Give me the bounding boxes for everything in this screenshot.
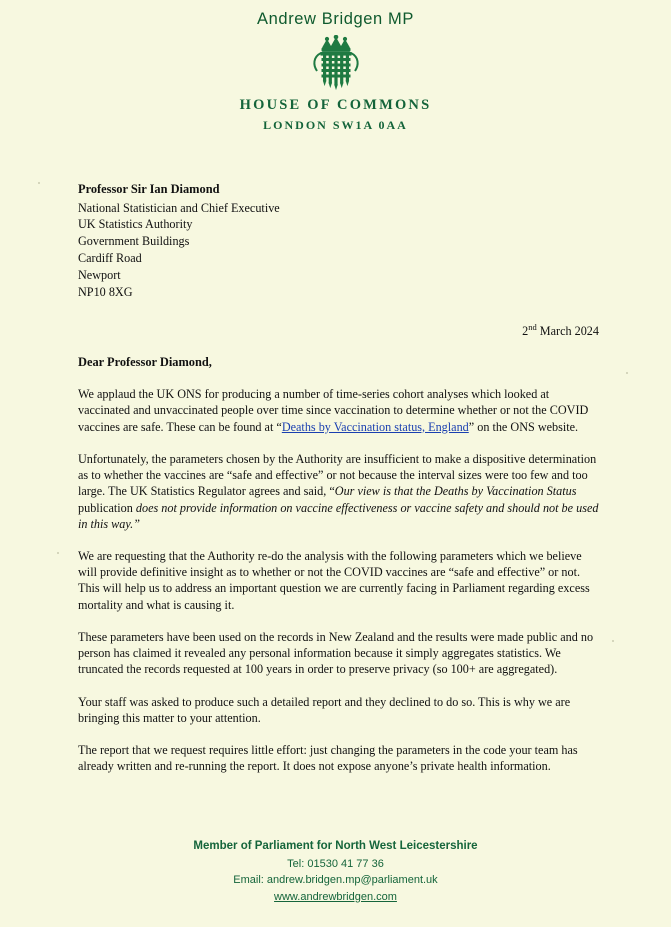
scan-speck xyxy=(626,372,628,374)
house-of-commons-title: HOUSE OF COMMONS xyxy=(239,97,432,113)
recipient-address-line: UK Statistics Authority xyxy=(78,217,193,232)
paragraph-1-text-b: ” on the ONS website. xyxy=(468,419,579,434)
footer-website[interactable]: www.andrewbridgen.com xyxy=(274,890,397,903)
paragraph-2-quote-italic-1: Our view is that the Deaths by Vaccination Status xyxy=(334,484,577,499)
recipient-address-line: Government Buildings xyxy=(78,234,190,249)
scan-speck xyxy=(612,640,614,642)
recipient-name: Professor Sir Ian Diamond xyxy=(78,182,220,196)
letterhead-address: LONDON SW1A 0AA xyxy=(263,118,408,132)
scan-speck xyxy=(57,552,59,554)
paragraph-1 xyxy=(78,386,599,435)
letter-body xyxy=(0,181,671,774)
letterhead xyxy=(0,0,671,133)
footer-telephone: Tel: 01530 41 77 36 xyxy=(287,857,384,870)
recipient-address-line: National Statistician and Chief Executive xyxy=(78,200,280,215)
footer-constituency: Member of Parliament for North West Leicestershire xyxy=(193,840,478,853)
date-day: 2 xyxy=(522,324,529,339)
date-rest: March 2024 xyxy=(536,324,599,339)
ons-deaths-by-vaccination-status-link[interactable]: Deaths by Vaccination status, England xyxy=(281,419,469,434)
paragraph-1-text-a: We applaud the UK ONS for producing a number of time-series cohort analyses which looked at vaccinated and unvaccinated people over time since vaccination to determine whether or not the COVID vaccines are safe. These can be found at “ xyxy=(78,387,589,434)
mp-name: Andrew Bridgen MP xyxy=(257,10,414,28)
paragraph-4: These parameters have been used on the records in New Zealand and the results were made public and no person has claimed it revealed any personal information because it simply aggregates statistics. We truncated the records requested at 100 years in order to preserve privacy (so 100+ are aggregated). xyxy=(78,629,594,677)
date-ordinal: nd xyxy=(528,322,537,333)
paragraph-2-text-a: Unfortunately, the parameters chosen by the Authority are insufficient to make a dispositive determination as to whether the vaccines are “safe and effective” or not because the interval sizes were too few and too large. The UK Statistics Regulator agrees and said, “ xyxy=(78,451,597,499)
letter-footer xyxy=(0,838,671,905)
salutation: Dear Professor Diamond, xyxy=(78,354,212,369)
paragraph-2-text-mid: publication xyxy=(78,500,136,515)
paragraph-3: We are requesting that the Authority re-do the analysis with the following parameters which we believe will provide definitive insight as to whether or not the COVID vaccines are “safe and effective” or not. This will help us to address an important question we are currently facing in Parliament regarding excess mortality and what is causing it. xyxy=(78,549,590,612)
recipient-block xyxy=(78,181,599,300)
scan-speck xyxy=(38,182,40,184)
paragraph-5: Your staff was asked to produce such a detailed report and they declined to do so. This is why we are bringing this matter to your attention. xyxy=(78,694,571,725)
recipient-address-line: NP10 8XG xyxy=(78,284,133,299)
letter-date xyxy=(78,322,599,339)
footer-email: Email: andrew.bridgen.mp@parliament.uk xyxy=(233,874,438,886)
paragraph-2-quote-italic-2: does not provide information on vaccine effectiveness or vaccine safety and should not be used in this way.” xyxy=(78,500,599,531)
portcullis-crest-icon xyxy=(301,35,371,93)
paragraph-6: The report that we request requires little effort: just changing the parameters in the code your team has already written and re-running the report. It does not expose anyone’s private health information. xyxy=(78,742,578,774)
recipient-address-line: Cardiff Road xyxy=(78,250,142,265)
paragraph-2 xyxy=(78,451,599,532)
recipient-address-line: Newport xyxy=(78,267,121,282)
